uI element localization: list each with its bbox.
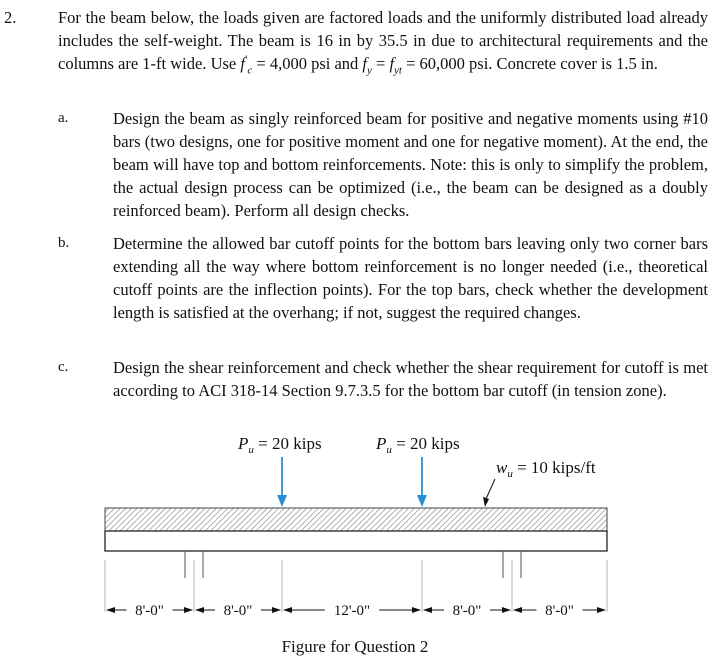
distributed-load-label: [496, 458, 596, 480]
fc-subscript: c: [247, 64, 253, 77]
dimension-segment: [513, 601, 606, 619]
dimension-segment: [195, 601, 281, 619]
dimension-label: 8'-0": [223, 603, 253, 619]
intro-eq-2: =: [371, 54, 390, 73]
load1-subscript: u: [248, 444, 254, 456]
load1-symbol: P: [238, 434, 249, 453]
dist-load-subscript: u: [507, 468, 513, 480]
dist-load-symbol: w: [496, 458, 508, 477]
distributed-load-leader: [483, 479, 495, 507]
intro-eq-1: = 4,000 psi and: [252, 54, 363, 73]
fc-symbol: f: [240, 54, 245, 73]
dimension-segment: [283, 601, 421, 619]
intro-text-1: For the beam below, the loads given are factored loads and the uniformly distributed load already includes the self-weight. The beam is 16 in by 35.5 in due to architectural requirements and the columns are 1-ft wide. Use: [58, 8, 708, 73]
dimension-label: 8'-0": [545, 603, 574, 619]
dist-load-value: = 10 kips/ft: [512, 458, 596, 477]
load2-label: [375, 434, 460, 456]
load1-arrow: [277, 457, 287, 507]
intro-text-2: = 60,000 psi. Concrete cover is 1.5 in.: [402, 54, 658, 73]
distributed-load-hatch: [105, 508, 607, 531]
dimension-line: [106, 601, 606, 619]
load1-value: = 20 kips: [253, 434, 322, 453]
item-c-label: c.: [58, 359, 69, 375]
load2-value: = 20 kips: [391, 434, 460, 453]
dimension-label: 8'-0": [452, 603, 482, 619]
figure-caption: Figure for Question 2: [281, 637, 429, 656]
item-b-label: b.: [58, 235, 70, 251]
question-number: 2.: [4, 8, 17, 27]
load2-subscript: u: [386, 444, 392, 456]
fyt-subscript: yt: [394, 64, 402, 77]
load2-arrow: [417, 457, 427, 507]
item-a-label: a.: [58, 110, 69, 126]
dimension-segment: [423, 601, 511, 619]
fy-subscript: y: [367, 64, 372, 77]
dimension-label: 8'-0": [135, 603, 164, 619]
beam: [105, 531, 607, 551]
load2-symbol: P: [376, 434, 387, 453]
fyt-symbol: f: [389, 54, 395, 73]
dimension-segment: [106, 601, 193, 619]
item-c-text: Design the shear reinforcement and check whether the shear requirement for cutoff is met according to ACI 318-14 Section 9.7.3.5 for the bottom bar cutoff (in tension zone).: [113, 358, 708, 400]
dimension-label: 12'-0": [333, 603, 371, 619]
fc-prime: ′: [244, 53, 248, 66]
item-a-text: Design the beam as singly reinforced beam for positive and negative moments using #10 bars (two designs, one for positive moment and one for negative moment). At the end, the beam will have top and bottom reinforcements. Note: this is only to simplify the problem, the actual design process can be optimized (i.e., the beam can be designed as a doubly reinforced beam). Perform all design checks.: [113, 109, 708, 220]
item-b-text: Determine the allowed bar cutoff points for the bottom bars leaving only two corner bars extending all the way where bottom reinforcement is no longer needed (i.e., theoretical cutoff points are the inflection points). For the top bars, check whether the development length is satisfied at the overhang; if not, suggest the required changes.: [113, 234, 708, 322]
fy-symbol: f: [362, 54, 367, 73]
load1-label: [237, 434, 322, 456]
